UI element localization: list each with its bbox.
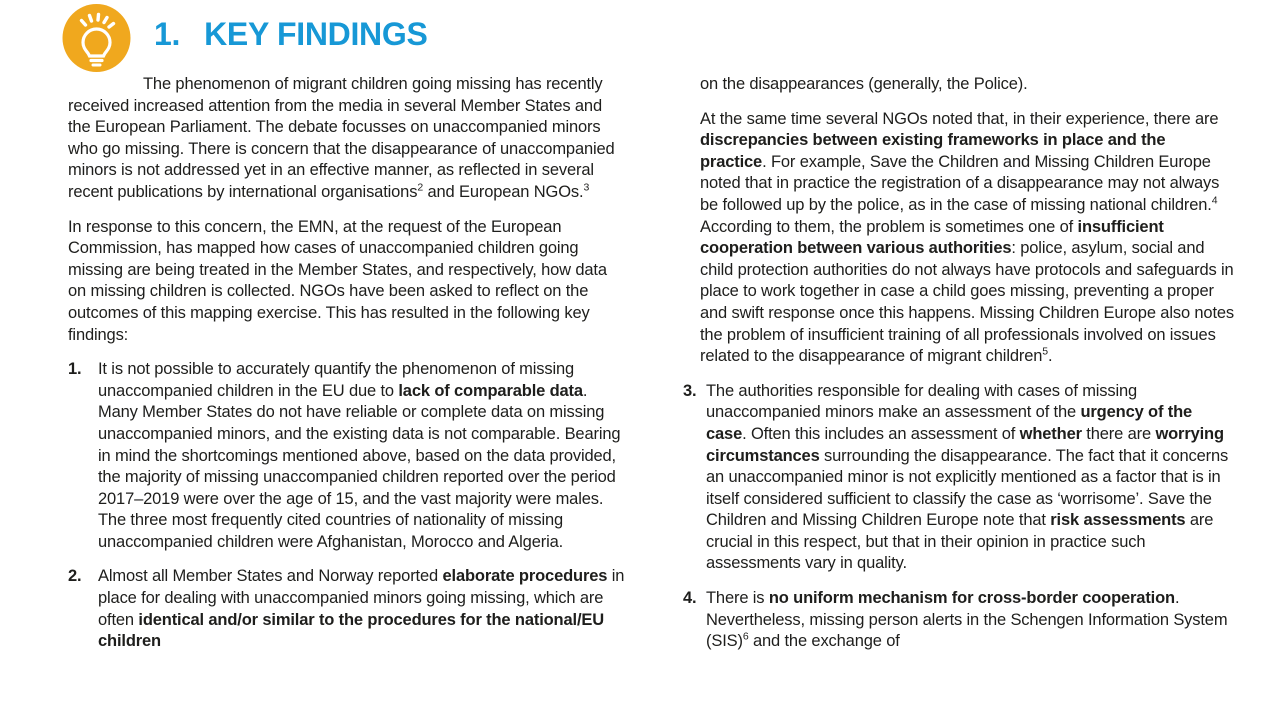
- paragraph: [68, 217, 625, 347]
- list-item: [683, 381, 1236, 575]
- text-run: It is not possible to accurately quantify the phenomenon of missing unaccompanied children in the EU due to: [98, 360, 575, 400]
- text-run: At the same time several NGOs noted that, in their experience, there are: [700, 109, 1219, 128]
- bold-text: identical and/or similar to the procedures for the national/EU children: [98, 610, 605, 651]
- bold-text: risk assessments: [1050, 511, 1186, 530]
- list-item-number: 4.: [683, 589, 697, 608]
- list-item-number: 3.: [683, 381, 697, 400]
- text-run: . For example, Save the Children and Missing Children Europe noted that in practice the registration of a disappearance may not always be followed up by the police, as in the case of missing national children.: [700, 152, 1220, 214]
- footnote-ref: 6: [742, 630, 749, 643]
- section-number: 1.: [154, 16, 181, 52]
- text-run: .: [1047, 347, 1053, 366]
- list-item-number: 1.: [68, 360, 82, 379]
- bold-text: insufficient cooperation between various authorities: [700, 217, 1164, 258]
- text-run: There is: [706, 589, 769, 608]
- bold-text: elaborate procedures: [442, 567, 608, 586]
- paragraph: [68, 74, 625, 204]
- paragraph: [700, 109, 1236, 368]
- list-item-text: [706, 588, 1236, 653]
- bold-text: no uniform mechanism for cross-border cooperation: [768, 589, 1175, 608]
- footnote-ref: 2: [417, 181, 424, 194]
- text-run: there are: [1081, 424, 1156, 443]
- text-run: According to them, the problem is sometimes one of: [700, 217, 1078, 236]
- footnote-ref: 5: [1042, 345, 1048, 358]
- section-title: KEY FINDINGS: [204, 16, 428, 52]
- footnote-ref: 4: [1211, 194, 1218, 207]
- text-run: surrounding the disappearance. The fact that it concerns an unaccompanied minor is not explicitly mentioned as a factor that is in itself considered sufficient to classify the case as ‘worrisome’. Save the Children and Missing Children Europe note that: [706, 446, 1229, 530]
- text-run: . Many Member States do not have reliable or complete data on missing unaccompanied minors, and the existing data is not comparable. Bearing in mind the shortcomings mentioned above, based on the data provided, the majority of missing unaccompanied children reported over the period 2017–2019 were over the age of 15, and the vast majority were males. The three most frequently cited countries of nationality of missing unaccompanied children were Afghanistan, Morocco and Algeria.: [98, 381, 621, 551]
- list-item-text: [706, 381, 1236, 575]
- page-title: [154, 16, 428, 53]
- list-item: [68, 566, 625, 652]
- text-run: and European NGOs.: [423, 182, 584, 201]
- lightbulb-icon: [62, 3, 131, 72]
- paragraph: [700, 74, 1236, 96]
- text-run: : police, asylum, social and child protection authorities do not always have protocols and safeguards in place to work together in case a child goes missing, preventing a proper and swift response once this happens. Missing Children Europe also notes the problem of insufficient training of all professionals involved on issues related to the disappearance of migrant children: [700, 239, 1235, 366]
- text-run: are crucial in this respect, but that in their opinion in practice such assessments vary in quality.: [706, 511, 1214, 573]
- text-run: Almost all Member States and Norway reported: [98, 567, 443, 586]
- bold-text: urgency of the case: [706, 403, 1193, 443]
- list-item-text: [98, 359, 625, 553]
- list-item-number: 2.: [68, 567, 82, 586]
- bold-text: discrepancies between existing frameworks in place and the practice: [700, 131, 1166, 171]
- text-run: and the exchange of: [748, 632, 900, 651]
- text-column-right: [683, 74, 1236, 666]
- text-run: The authorities responsible for dealing with cases of missing unaccompanied minors make an assessment of the: [706, 381, 1138, 422]
- footnote-ref: 3: [583, 181, 590, 194]
- bold-text: whether: [1019, 424, 1082, 443]
- text-run: in place for dealing with unaccompanied minors going missing, which are often: [98, 567, 625, 629]
- text-run: on the disappearances (generally, the Police).: [700, 75, 1028, 93]
- list-item: [683, 588, 1236, 653]
- bold-text: worrying circumstances: [706, 424, 1224, 465]
- text-run: . Often this includes an assessment of: [742, 424, 1020, 443]
- list-item: [68, 359, 625, 553]
- list-item-text: [98, 566, 625, 652]
- text-column-left: [68, 74, 625, 666]
- text-run: In response to this concern, the EMN, at the request of the European Commission, has mapped how cases of unaccompanied children going missing are being treated in the Member States, and respectively, how data on missing children is collected. NGOs have been asked to reflect on the outcomes of this mapping exercise. This has resulted in the following key findings:: [68, 217, 607, 344]
- bold-text: lack of comparable data: [398, 381, 583, 400]
- text-run: . Nevertheless, missing person alerts in the Schengen Information System (SIS): [706, 589, 1228, 651]
- text-run: The phenomenon of migrant children going missing has recently received increased attention from the media in several Member States and the European Parliament. The debate focusses on unaccompanied minors who go missing. There is concern that the disappearance of unaccompanied minors is not addressed yet in an effective manner, as reflected in several recent publications by international organisations: [68, 75, 615, 201]
